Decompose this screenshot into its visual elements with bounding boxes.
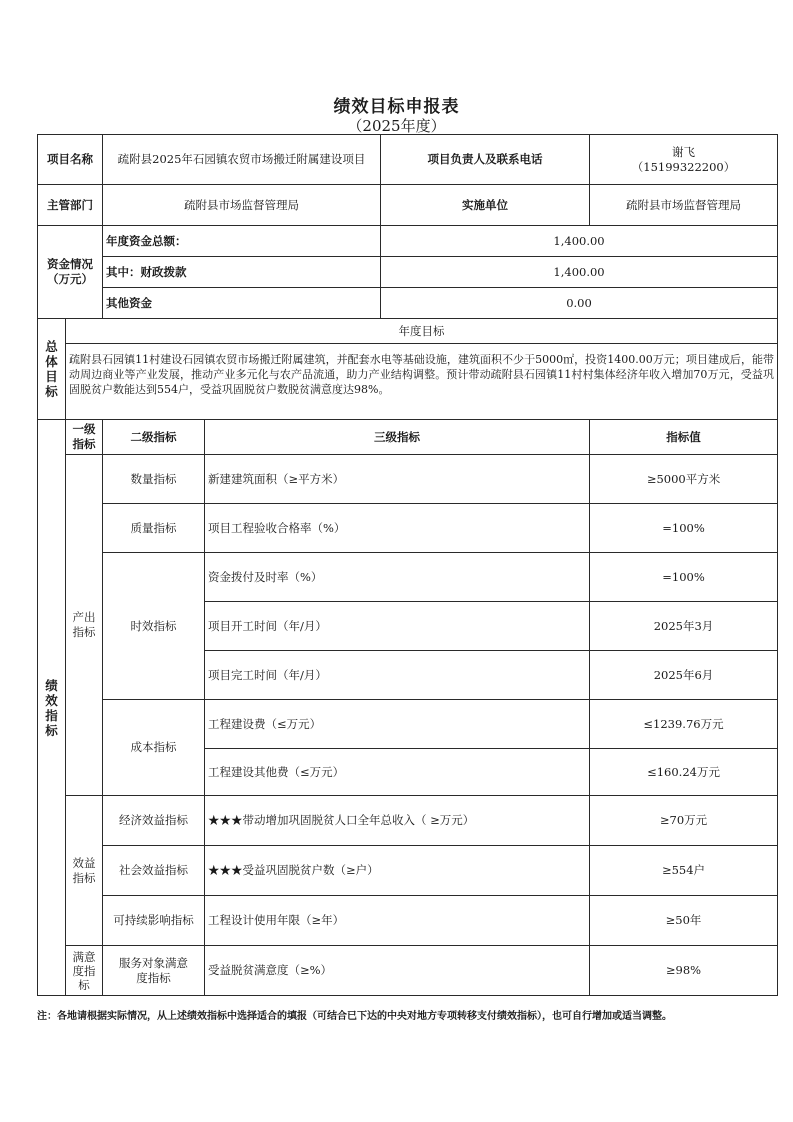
funds-fiscal-value: 1,400.00 <box>381 257 778 288</box>
overall-goal-side-label <box>38 319 66 420</box>
funds-label <box>38 226 103 319</box>
benefit-indicator-label: 效益指标 <box>66 796 103 946</box>
indicator-value: 2025年6月 <box>590 651 778 700</box>
satisfaction-indicator-label: 满意度指标 <box>66 946 103 996</box>
document-subtitle: （2025年度） <box>347 117 446 135</box>
header-level1: 一级指标 <box>66 420 103 455</box>
side-char: 标 <box>45 722 58 738</box>
funds-total-label: 年度资金总额： <box>103 226 381 257</box>
indicator-name: ★★★带动增加巩固脱贫人口全年总收入（ ≥万元） <box>205 796 590 846</box>
funds-other-value: 0.00 <box>381 288 778 319</box>
impl-unit-value: 疏附县市场监督管理局 <box>590 185 778 226</box>
project-name-value: 疏附县2025年石园镇农贸市场搬迁附属建设项目 <box>103 135 381 185</box>
indicator-row <box>38 846 778 896</box>
contact-label: 项目负责人及联系电话 <box>381 135 590 185</box>
funds-row <box>38 288 778 319</box>
side-char: 效 <box>45 692 58 708</box>
indicator-value: ≥554户 <box>590 846 778 896</box>
department-row <box>38 185 778 226</box>
indicator-name: 项目工程验收合格率（%） <box>205 504 590 553</box>
indicator-row <box>38 700 778 749</box>
indicator-name: ★★★受益巩固脱贫户数（≥户） <box>205 846 590 896</box>
header-level2: 二级指标 <box>103 420 205 455</box>
performance-goal-table <box>37 134 778 996</box>
indicator-row <box>38 796 778 846</box>
indicator-value: ≥50年 <box>590 896 778 946</box>
dept-value: 疏附县市场监督管理局 <box>103 185 381 226</box>
indicator-name: 工程设计使用年限（≥年） <box>205 896 590 946</box>
indicator-value: ≥5000平方米 <box>590 455 778 504</box>
indicator-name: 受益脱贫满意度（≥%） <box>205 946 590 996</box>
indicator-value: ≥70万元 <box>590 796 778 846</box>
timeliness-indicator-label: 时效指标 <box>103 553 205 700</box>
indicator-value: =100% <box>590 504 778 553</box>
overall-goal-text-row <box>38 344 778 420</box>
project-name-row <box>38 135 778 185</box>
funds-row <box>38 257 778 288</box>
project-name-label: 项目名称 <box>38 135 103 185</box>
funds-fiscal-label: 其中：财政拨款 <box>103 257 381 288</box>
funds-total-value: 1,400.00 <box>381 226 778 257</box>
funds-label-line1: 资金情况 <box>47 257 93 271</box>
side-char: 标 <box>45 384 58 399</box>
contact-name: 谢飞 <box>672 144 696 159</box>
side-char: 体 <box>45 354 58 369</box>
impl-unit-label: 实施单位 <box>381 185 590 226</box>
quantity-indicator-label: 数量指标 <box>103 455 205 504</box>
indicator-name: 新建建筑面积（≥平方米） <box>205 455 590 504</box>
cost-indicator-label: 成本指标 <box>103 700 205 796</box>
side-char: 绩 <box>45 677 58 693</box>
output-indicator-label: 产出指标 <box>66 455 103 796</box>
contact-phone: （15199322200） <box>631 159 736 174</box>
indicator-row <box>38 553 778 602</box>
indicator-row <box>38 896 778 946</box>
social-indicator-label: 社会效益指标 <box>103 846 205 896</box>
indicator-value: ≤1239.76万元 <box>590 700 778 749</box>
indicator-row <box>38 455 778 504</box>
indicator-value: 2025年3月 <box>590 602 778 651</box>
side-char: 总 <box>45 339 58 354</box>
side-char: 目 <box>45 369 58 384</box>
funds-other-label: 其他资金 <box>103 288 381 319</box>
economic-indicator-label: 经济效益指标 <box>103 796 205 846</box>
sustainable-indicator-label: 可持续影响指标 <box>103 896 205 946</box>
dept-label: 主管部门 <box>38 185 103 226</box>
indicator-value: ≤160.24万元 <box>590 749 778 796</box>
indicator-value: ≥98% <box>590 946 778 996</box>
indicator-name: 资金拨付及时率（%） <box>205 553 590 602</box>
indicators-side-label <box>38 420 66 996</box>
annual-goal-header: 年度目标 <box>66 319 778 344</box>
funds-row <box>38 226 778 257</box>
document-title: 绩效目标申报表 <box>333 97 460 117</box>
indicator-name: 工程建设其他费（≤万元） <box>205 749 590 796</box>
footnote: 注：各地请根据实际情况，从上述绩效指标中选择适合的填报（可结合已下达的中央对地方专项转移支付绩效指标），也可自行增加或适当调整。 <box>37 1011 672 1022</box>
indicator-row <box>38 946 778 996</box>
overall-goal-header-row <box>38 319 778 344</box>
indicator-name: 项目完工时间（年/月） <box>205 651 590 700</box>
quality-indicator-label: 质量指标 <box>103 504 205 553</box>
annual-goal-text: 疏附县石园镇11村建设石园镇农贸市场搬迁附属建筑，并配套水电等基础设施，建筑面积不少于5000㎡，投资1400.00万元；项目建成后，能带动周边商业等产业发展，推动产业多元化与农产品流通，助力产业结构调整。预计带动疏附县石园镇11村村集体经济年收入增加70万元，受益巩固脱贫户数能达到554户，受益巩固脱贫户数脱贫满意度达98%。 <box>66 344 778 420</box>
header-value: 指标值 <box>590 420 778 455</box>
indicator-value: =100% <box>590 553 778 602</box>
indicator-name: 项目开工时间（年/月） <box>205 602 590 651</box>
service-satisfaction-label: 服务对象满意度指标 <box>103 946 205 996</box>
header-level3: 三级指标 <box>205 420 590 455</box>
contact-value <box>590 135 778 185</box>
indicators-header-row <box>38 420 778 455</box>
funds-label-line2: （万元） <box>47 272 93 286</box>
indicator-name: 工程建设费（≤万元） <box>205 700 590 749</box>
side-char: 指 <box>45 707 58 723</box>
indicator-row <box>38 504 778 553</box>
